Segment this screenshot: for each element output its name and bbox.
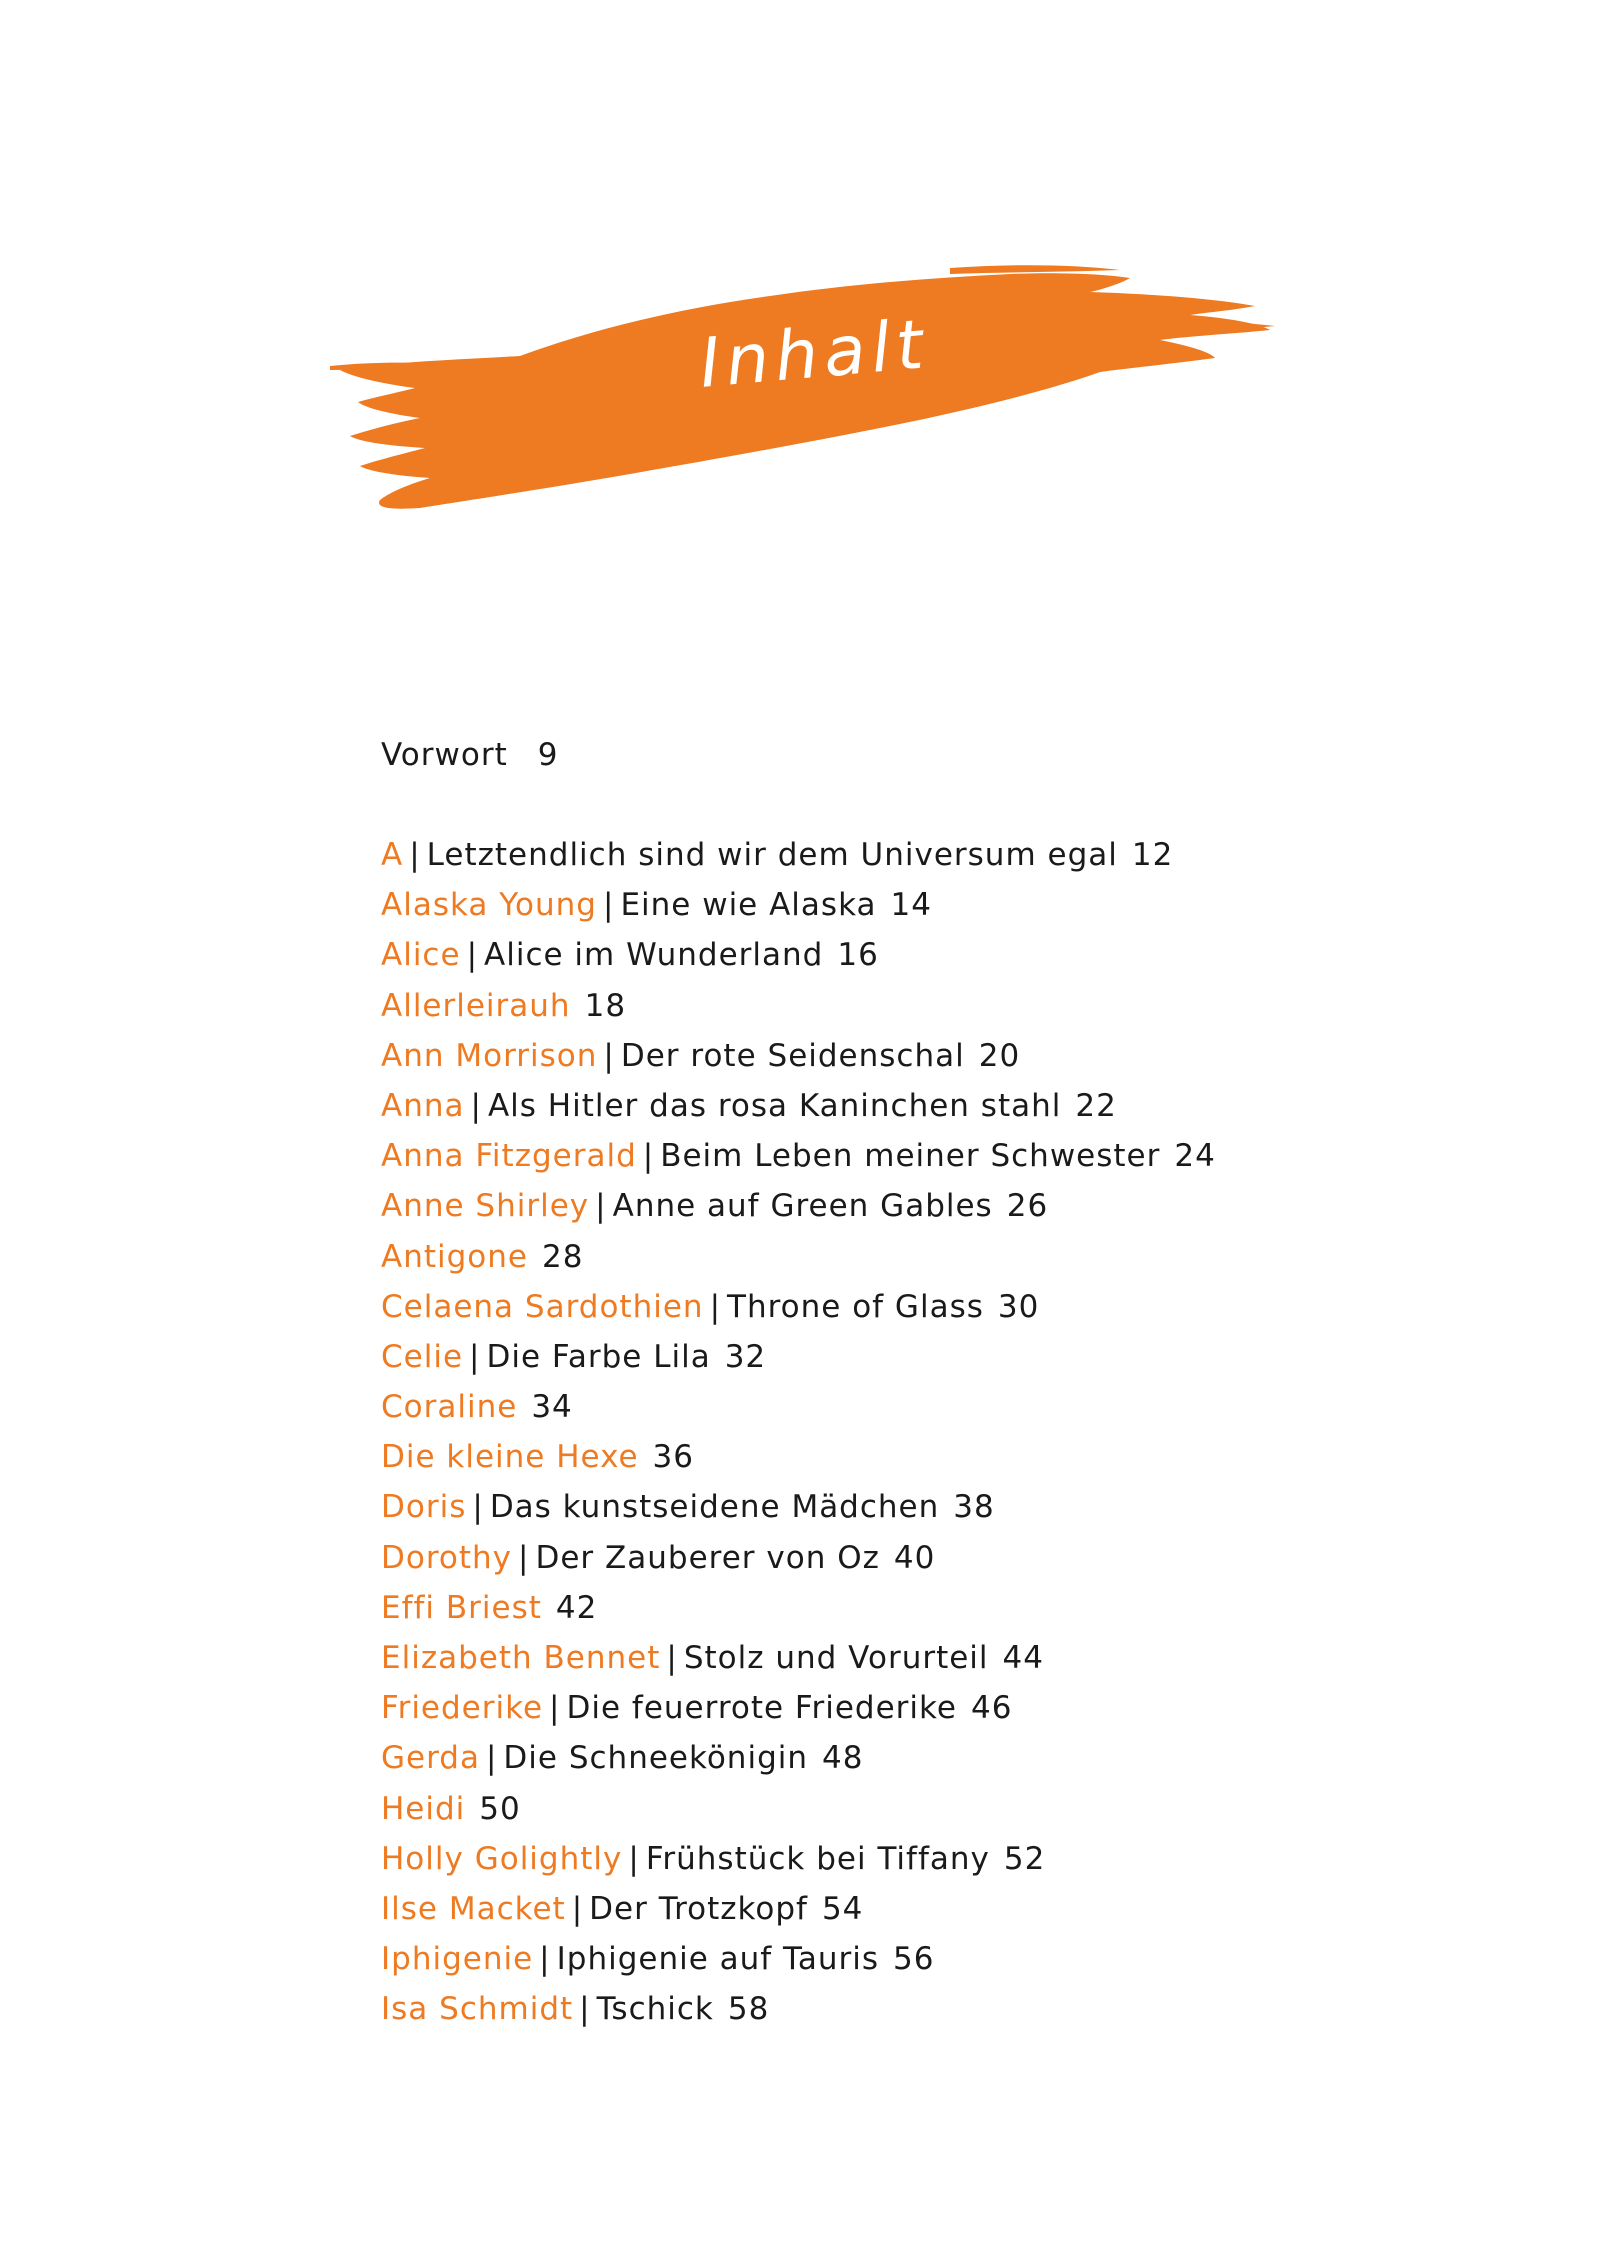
- toc-entry[interactable]: [381, 1884, 1381, 1934]
- entry-character-name: Doris: [381, 1489, 467, 1526]
- preface-label: Vorwort: [381, 737, 508, 773]
- entry-work-title: Der Zauberer von Oz: [535, 1539, 880, 1576]
- toc-entry[interactable]: [381, 1181, 1381, 1231]
- entry-separator: |: [539, 1941, 551, 1978]
- entry-page-number: 28: [542, 1238, 584, 1275]
- entry-separator: |: [409, 837, 421, 873]
- entry-separator: |: [571, 1890, 584, 1927]
- entry-page-number: 54: [821, 1890, 864, 1927]
- toc-entry[interactable]: [381, 1934, 1381, 1984]
- entry-page-number: 22: [1075, 1087, 1117, 1124]
- entry-character-name: A: [381, 837, 404, 873]
- entry-page-number: 34: [531, 1389, 573, 1426]
- entry-character-name: Die kleine Hexe: [381, 1439, 639, 1476]
- entry-page-number: 16: [837, 937, 879, 974]
- toc-entry[interactable]: [381, 930, 1381, 980]
- toc-entry[interactable]: [381, 1332, 1381, 1382]
- entry-character-name: Dorothy: [381, 1539, 513, 1576]
- brush-stroke-streak-top: [950, 265, 1120, 274]
- toc-entry[interactable]: [381, 1633, 1381, 1683]
- entry-page-number: 30: [997, 1288, 1040, 1325]
- entry-page-number: 42: [555, 1589, 598, 1626]
- toc-entry[interactable]: [381, 1784, 1381, 1834]
- entry-work-title: Die Farbe Lila: [486, 1338, 711, 1375]
- entry-separator: |: [595, 1188, 607, 1225]
- entry-work-title: Iphigenie auf Tauris: [556, 1941, 880, 1978]
- entry-separator: |: [603, 1037, 615, 1074]
- entry-character-name: Friederike: [381, 1690, 544, 1727]
- entry-work-title: Der rote Seidenschal: [620, 1037, 965, 1074]
- entry-separator: |: [549, 1690, 561, 1727]
- entry-work-title: Stolz und Vorurteil: [683, 1640, 989, 1676]
- toc-entry[interactable]: [381, 1031, 1381, 1081]
- entry-separator: |: [579, 1991, 591, 2028]
- entry-page-number: 26: [1006, 1188, 1049, 1225]
- entry-work-title: Als Hitler das rosa Kaninchen stahl: [487, 1087, 1062, 1124]
- entry-page-number: 20: [978, 1037, 1021, 1074]
- entry-separator: |: [666, 1640, 678, 1676]
- entry-page-number: 18: [584, 987, 627, 1024]
- toc-entry[interactable]: [381, 830, 1381, 880]
- entry-work-title: Alice im Wunderland: [484, 937, 824, 974]
- entry-character-name: Anna Fitzgerald: [381, 1138, 637, 1175]
- entry-page-number: 44: [1002, 1640, 1044, 1676]
- toc-entry[interactable]: [381, 1533, 1381, 1583]
- toc-entry[interactable]: [381, 1081, 1381, 1131]
- entry-work-title: Tschick: [596, 1991, 714, 2028]
- entry-work-title: Die Schneekönigin: [503, 1740, 809, 1777]
- entry-work-title: Die feuerrote Friederike: [566, 1690, 957, 1727]
- entry-page-number: 58: [727, 1991, 770, 2028]
- entry-separator: |: [628, 1840, 640, 1877]
- toc-entry[interactable]: [381, 1984, 1381, 2034]
- entry-work-title: Frühstück bei Tiffany: [645, 1840, 990, 1877]
- entry-character-name: Anna: [381, 1087, 465, 1124]
- entry-separator: |: [470, 1087, 482, 1124]
- entry-work-title: Eine wie Alaska: [620, 887, 877, 924]
- entry-separator: |: [466, 937, 479, 974]
- entry-work-title: Throne of Glass: [727, 1288, 984, 1325]
- entry-page-number: 56: [893, 1941, 935, 1978]
- entry-character-name: Alaska Young: [381, 887, 597, 924]
- entry-page-number: 14: [890, 887, 932, 924]
- entry-character-name: Alice: [381, 937, 461, 974]
- entry-page-number: 38: [953, 1489, 995, 1526]
- entry-separator: |: [472, 1489, 484, 1526]
- entry-separator: |: [602, 887, 615, 924]
- page-title: Inhalt: [696, 305, 933, 404]
- entry-character-name: Gerda: [381, 1740, 480, 1777]
- entry-page-number: 36: [652, 1439, 694, 1476]
- toc-entry[interactable]: [381, 1583, 1381, 1633]
- entry-character-name: Allerleirauh: [381, 987, 571, 1024]
- toc-entry[interactable]: [381, 1131, 1381, 1181]
- entry-character-name: Heidi: [381, 1790, 466, 1827]
- entry-character-name: Celaena Sardothien: [381, 1288, 704, 1325]
- toc-entry[interactable]: [381, 880, 1381, 930]
- entry-page-number: 12: [1131, 837, 1174, 873]
- toc-entry[interactable]: [381, 1683, 1381, 1733]
- entry-character-name: Holly Golightly: [381, 1840, 623, 1877]
- toc-entry[interactable]: [381, 1382, 1381, 1432]
- table-of-contents: [381, 730, 1381, 2051]
- entry-page-number: 24: [1174, 1138, 1216, 1175]
- entry-character-name: Ilse Macket: [381, 1890, 566, 1927]
- entry-character-name: Iphigenie: [381, 1941, 534, 1978]
- entry-work-title: Der Trotzkopf: [589, 1890, 808, 1927]
- toc-entry[interactable]: [381, 1733, 1381, 1783]
- toc-entry[interactable]: [381, 1232, 1381, 1282]
- entry-separator: |: [485, 1740, 498, 1777]
- entry-character-name: Effi Briest: [381, 1589, 542, 1626]
- brush-stroke-banner: [330, 260, 1280, 560]
- entry-page-number: 32: [724, 1338, 767, 1375]
- entry-character-name: Isa Schmidt: [381, 1991, 574, 2028]
- entry-character-name: Anne Shirley: [381, 1188, 590, 1225]
- toc-entry[interactable]: [381, 1282, 1381, 1332]
- entry-character-name: Elizabeth Bennet: [381, 1640, 661, 1676]
- entry-page-number: 50: [479, 1790, 521, 1827]
- toc-entry[interactable]: [381, 1834, 1381, 1884]
- entry-page-number: 52: [1003, 1840, 1046, 1877]
- entry-character-name: Celie: [381, 1338, 464, 1375]
- entry-page-number: 40: [893, 1539, 936, 1576]
- toc-entry[interactable]: [381, 1432, 1381, 1482]
- entry-work-title: Letztendlich sind wir dem Universum egal: [426, 837, 1118, 873]
- toc-entry[interactable]: [381, 981, 1381, 1031]
- entry-work-title: Anne auf Green Gables: [612, 1188, 993, 1225]
- toc-entry-list: [381, 830, 1381, 2035]
- preface-page-number: 9: [537, 737, 559, 773]
- entry-page-number: 48: [822, 1740, 864, 1777]
- entry-separator: |: [642, 1138, 655, 1175]
- toc-preface-entry[interactable]: [381, 730, 1381, 780]
- toc-entry[interactable]: [381, 1482, 1381, 1532]
- entry-character-name: Coraline: [381, 1389, 518, 1426]
- entry-page-number: 46: [970, 1690, 1013, 1727]
- entry-character-name: Ann Morrison: [381, 1037, 598, 1074]
- entry-character-name: Antigone: [381, 1238, 528, 1275]
- entry-work-title: Das kunstseidene Mädchen: [489, 1489, 940, 1526]
- entry-separator: |: [469, 1338, 481, 1375]
- entry-separator: |: [518, 1539, 530, 1576]
- entry-work-title: Beim Leben meiner Schwester: [660, 1138, 1161, 1175]
- entry-separator: |: [709, 1288, 722, 1325]
